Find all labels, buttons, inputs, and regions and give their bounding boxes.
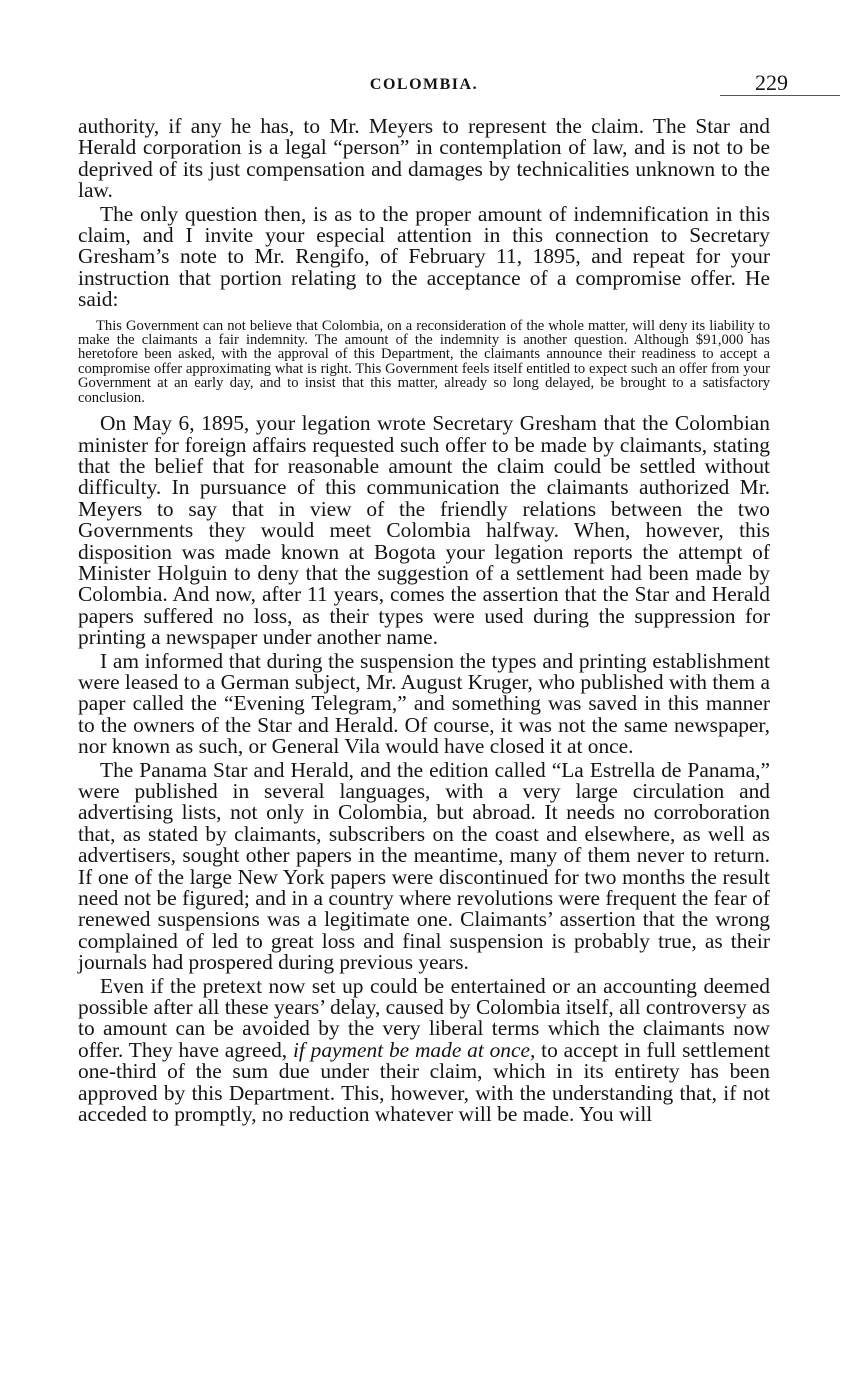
page-header <box>78 70 788 100</box>
paragraph-6 <box>78 973 770 1127</box>
paragraph-6-text-end: to accept in full settlement one-third of the sum due under their claim, which in its entirety has been approved by this Department. This, however, with the understanding that, if not acceded to promptly, no reduction whatever will be made. You will <box>78 1037 770 1127</box>
header-rule <box>720 95 840 96</box>
paragraph-5: The Panama Star and Herald, and the edition called “La Estrella de Panama,” were published in several languages, with a very large circulation and advertising lists, not only in Colombia, but abroad. It needs no corroboration that, as stated by claimants, subscribers on the coast and elsewhere, as well as advertisers, sought other papers in the meantime, many of them never to return. If one of the large New York papers were discontinued for two months the result need not be figured; and in a country where revolutions were frequent the fear of renewed suspensions was a legitimate one. Claimants’ assertion that the wrong complained of led to great loss and final suspension is probably true, as their journals had prospered during previous years. <box>78 757 770 975</box>
paragraph-2: The only question then, is as to the proper amount of indemnification in this claim, and I invite your especial attention in this connection to Secretary Gresham’s note to Mr. Rengifo, of February 11, 1895, and repeat for your instruction that portion relating to the acceptance of a compromise offer. He said: <box>78 201 770 312</box>
running-head: COLOMBIA. <box>369 76 479 93</box>
page-number: 229 <box>755 70 788 95</box>
paragraph-3: On May 6, 1895, your legation wrote Secretary Gresham that the Colombian minister for foreign affairs requested such offer to be made by claimants, stating that the belief that for reasonable amount the claim could be settled without difficulty. In pursuance of this communication the claimants authorized Mr. Meyers to say that in view of the friendly relations between the two Governments they would meet Colombia halfway. When, however, this disposition was made known at Bogota your legation reports the attempt of Minister Holguin to deny that the suggestion of a settlement had been made by Colombia. And now, after 11 years, comes the assertion that the Star and Herald papers suffered no loss, as their types were used during the suppression for printing a newspaper under another name. <box>78 411 770 650</box>
block-quote: This Government can not believe that Colombia, on a reconsideration of the whole matter, will deny its liability to make the claimants a fair indemnity. The amount of the indemnity is another question. Although $91,000 has heretofore been asked, with the approval of this Department, the claimants announce their readiness to accept a compromise offer approximating what is right. This Government feels itself entitled to expect such an offer from your Government at an early day, and to insist that this matter, already so long delayed, be brought to a satisfactory conclusion. <box>78 317 770 406</box>
paragraph-6-text-start: Even if the pretext now set up could be entertained or an accounting deemed possible after all these years’ delay, caused by Colombia itself, all controversy as to amount can be avoided by the very liberal terms which the claimants now offer. They have agreed, <box>78 973 770 1062</box>
body-text <box>78 116 770 1128</box>
paragraph-1: authority, if any he has, to Mr. Meyers to represent the claim. The Star and Herald corporation is a legal “person” in contemplation of law, and is not to be deprived of its just compensation and damages by technicalities unknown to the law. <box>78 114 770 203</box>
paragraph-4: I am informed that during the suspension the types and printing establishment were leased to a German subject, Mr. August Kruger, who published with them a paper called the “Evening Telegram,” and something was saved in this manner to the owners of the Star and Herald. Of course, it was not the same newspaper, nor known as such, or General Vila would have closed it at once. <box>78 648 770 759</box>
italic-phrase: if payment be made at once, <box>292 1037 536 1062</box>
